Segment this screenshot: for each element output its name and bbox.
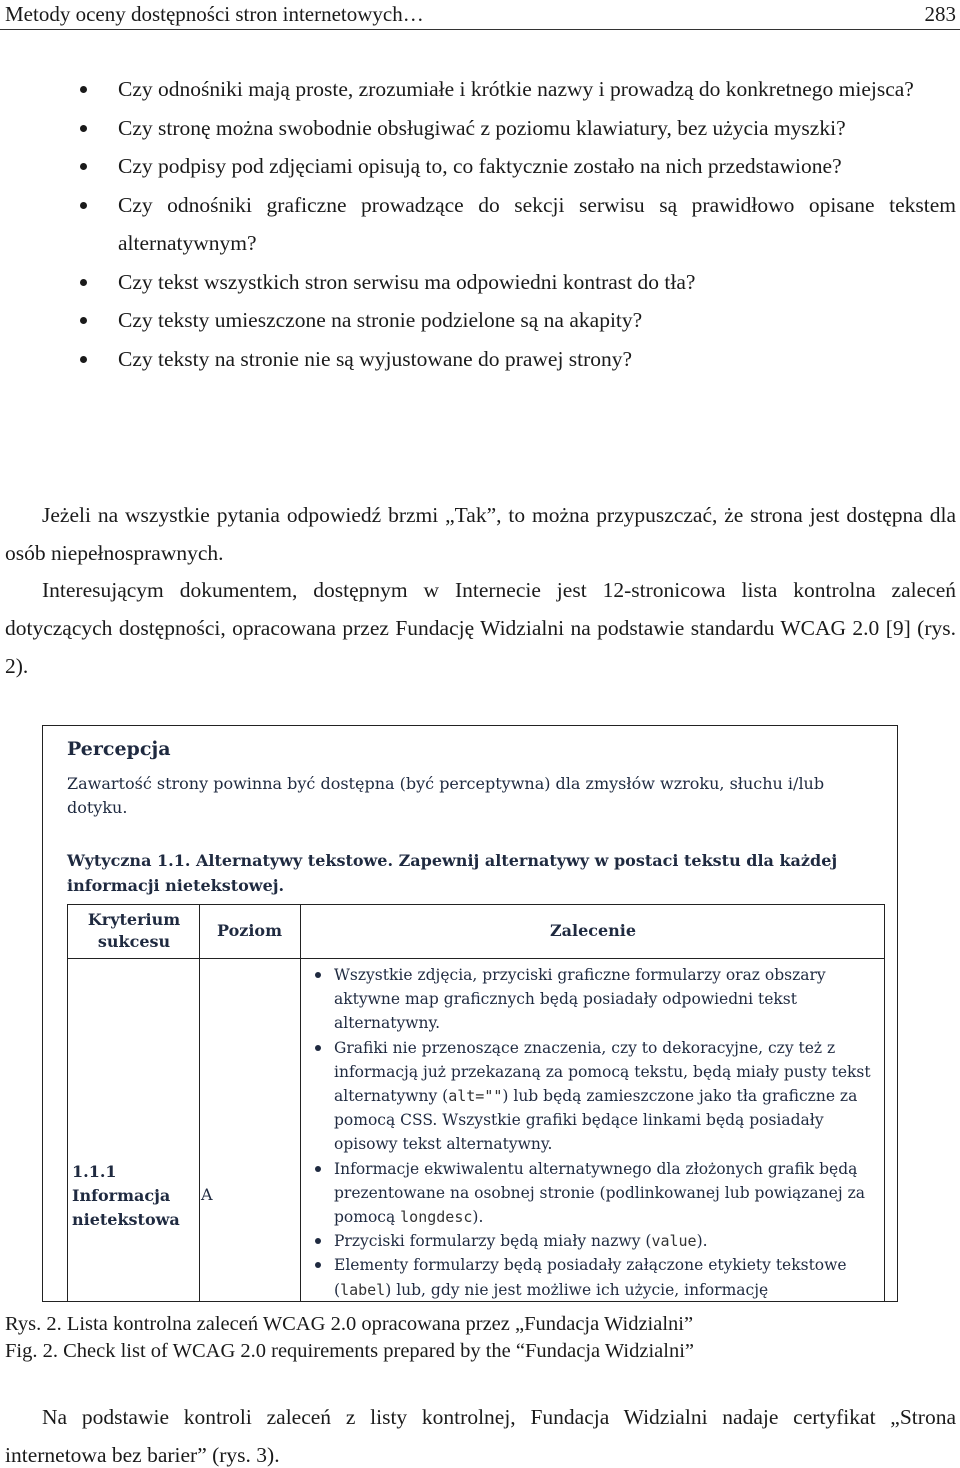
running-title: Metody oceny dostępności stron internetowych… xyxy=(5,2,424,26)
figure-caption-english: Fig. 2. Check list of WCAG 2.0 requirements prepared by the “Fundacja Widzialni” xyxy=(5,1340,694,1362)
column-header-recommendation: Zalecenie xyxy=(549,921,637,940)
checklist-item-text: Czy teksty na stronie nie są wyjustowane do prawej strony? xyxy=(118,346,633,371)
code-snippet: value xyxy=(651,1232,697,1251)
figure-caption-polish: Rys. 2. Lista kontrolna zaleceń WCAG 2.0 opracowana przez „Fundacja Widzialni” xyxy=(5,1313,694,1335)
paragraph-checklist-document: Interesującym dokumentem, dostępnym w Internecie jest 12-stronicowa lista kontrolna zaleceń dotyczących dostępności, opracowana przez Fundację Widzialni na podstawie standardu WCAG 2.0 [9] (rys. 2). xyxy=(5,578,956,678)
recommendation-item: Elementy formularzy będą posiadały załączone etykiety tekstowe (label) lub, gdy nie jest możliwe ich użycie, informację xyxy=(312,1253,882,1301)
checklist-item-text: Czy teksty umieszczone na stronie podzielone są na akapity? xyxy=(118,308,643,332)
recommendation-list xyxy=(312,963,882,1302)
bullet-icon xyxy=(315,1045,321,1051)
column-header-criterion: Kryterium sukcesu xyxy=(87,910,181,951)
bullet-icon xyxy=(80,125,87,132)
bullet-icon xyxy=(315,1262,321,1268)
table-column-divider xyxy=(300,905,301,1302)
bullet-icon xyxy=(80,356,87,363)
checklist-item xyxy=(0,70,960,109)
recommendation-item: Wszystkie zdjęcia, przyciski graficzne formularzy oraz obszary aktywne map graficznych będą posiadały odpowiedni tekst alternatywny. xyxy=(312,963,882,1036)
table-column-divider xyxy=(199,905,200,1302)
criterion-cell: 1.1.1 Informacja nietekstowa xyxy=(72,1162,180,1229)
checklist-item-text: Czy podpisy pod zdjęciami opisują to, co faktycznie zostało na nich przedstawione? xyxy=(118,154,842,178)
bullet-icon xyxy=(80,202,87,209)
checklist-item-text: Czy tekst wszystkich stron serwisu ma odpowiedni kontrast do tła? xyxy=(118,269,696,294)
bullet-icon xyxy=(315,1166,321,1172)
running-header xyxy=(0,0,960,30)
bullet-icon xyxy=(80,163,87,170)
bullet-icon xyxy=(315,1238,321,1244)
code-snippet: label xyxy=(340,1280,386,1299)
recommendation-item: Grafiki nie przenoszące znaczenia, czy to dekoracyjne, czy też z informacją już przekazaną za pomocą tekstu, będą miały pusty tekst alternatywny (alt="") lub będą zamieszczone jako tła graficzne za pomocą CSS. Wszystkie grafiki będące linkami będą posiadały opisowy tekst alternatywny. xyxy=(312,1036,882,1157)
bullet-icon xyxy=(80,86,87,93)
bullet-icon xyxy=(315,972,321,978)
checklist-item xyxy=(0,186,960,263)
paragraph-certificate: Na podstawie kontroli zaleceń z listy kontrolnej, Fundacja Widzialni nadaje certyfikat „Strona internetowa bez barier” (rys. 3). xyxy=(5,1405,956,1467)
code-snippet: alt="" xyxy=(448,1087,503,1106)
level-cell: A xyxy=(201,1185,213,1204)
checklist-item xyxy=(0,147,960,186)
figure-wcag-checklist xyxy=(42,725,898,1302)
recommendation-item: Przyciski formularzy będą miały nazwy (value). xyxy=(312,1229,882,1253)
figure-guideline: Wytyczna 1.1. Alternatywy tekstowe. Zapewnij alternatywy w postaci tekstu dla każdej informacji nietekstowej. xyxy=(67,851,838,895)
criteria-table xyxy=(67,904,885,1302)
checklist-item xyxy=(0,301,960,340)
figure-section-description: Zawartość strony powinna być dostępna (być perceptywna) dla zmysłów wzroku, słuchu i/lub dotyku. xyxy=(67,774,825,817)
bullet-icon xyxy=(80,279,87,286)
checklist xyxy=(0,70,960,378)
recommendation-item: Informacje ekwiwalentu alternatywnego dla złożonych grafik będą prezentowane na osobnej stronie (podlinkowanej lub powiązanej za pomocą longdesc). xyxy=(312,1157,882,1230)
checklist-item xyxy=(0,340,960,379)
column-header-level: Poziom xyxy=(216,921,283,940)
checklist-item xyxy=(0,263,960,302)
checklist-item xyxy=(0,109,960,148)
figure-section-title: Percepcja xyxy=(67,738,171,760)
code-snippet: longdesc xyxy=(400,1208,473,1227)
checklist-item-text: Czy odnośniki graficzne prowadzące do sekcji serwisu są prawidłowo opisane tekstem alternatywnym? xyxy=(118,192,956,255)
paragraph-conclusion: Jeżeli na wszystkie pytania odpowiedź brzmi „Tak”, to można przypuszczać, że strona jest dostępna dla osób niepełnosprawnych. xyxy=(5,503,956,565)
checklist-item-text: Czy stronę można swobodnie obsługiwać z poziomu klawiatury, bez użycia myszki? xyxy=(118,115,846,140)
checklist-item-text: Czy odnośniki mają proste, zrozumiałe i krótkie nazwy i prowadzą do konkretnego miejsca? xyxy=(118,77,914,101)
page-number: 283 xyxy=(924,2,956,26)
bullet-icon xyxy=(80,317,87,324)
